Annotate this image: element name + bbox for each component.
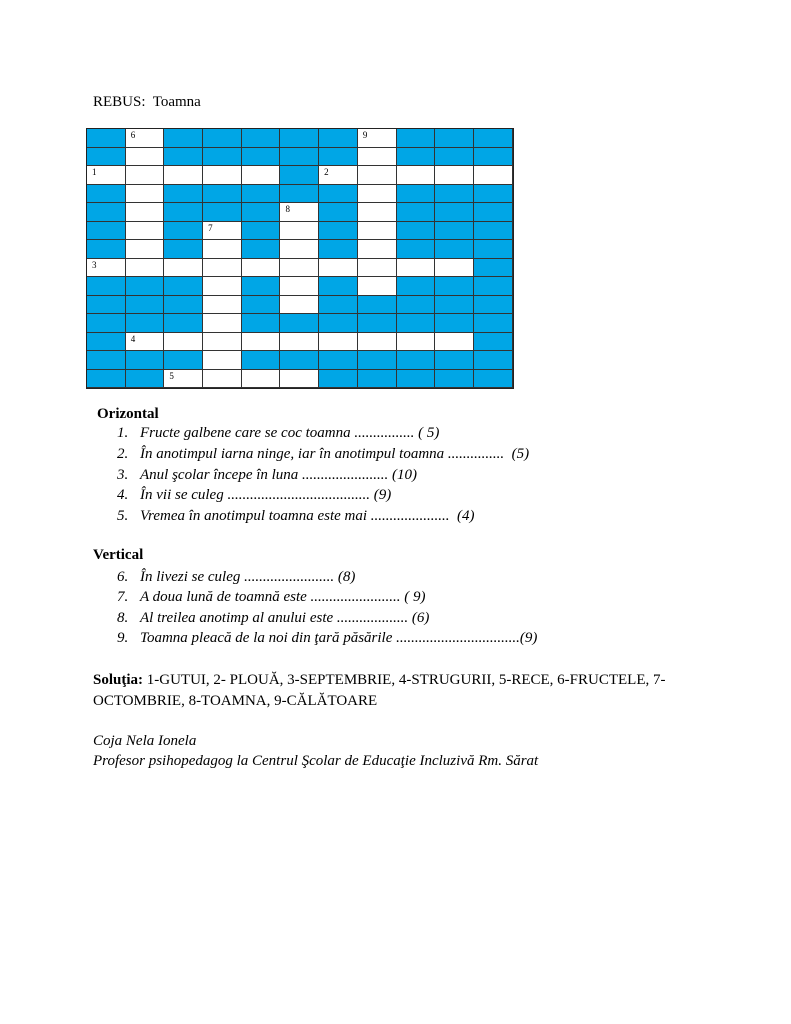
grid-block-cell xyxy=(126,351,165,370)
grid-letter-cell[interactable] xyxy=(397,259,436,278)
grid-letter-cell[interactable] xyxy=(203,333,242,352)
grid-block-cell xyxy=(242,351,281,370)
grid-letter-cell[interactable] xyxy=(358,259,397,278)
clue-number: 4 xyxy=(130,333,136,344)
grid-letter-cell[interactable] xyxy=(126,333,165,352)
grid-block-cell xyxy=(164,240,203,259)
grid-block-cell xyxy=(87,370,126,389)
grid-letter-cell[interactable] xyxy=(397,166,436,185)
grid-block-cell xyxy=(358,296,397,315)
grid-letter-cell[interactable] xyxy=(126,259,165,278)
grid-block-cell xyxy=(319,222,358,241)
clue-number: 1 xyxy=(92,167,97,177)
grid-block-cell xyxy=(280,129,319,148)
grid-block-cell xyxy=(319,203,358,222)
grid-block-cell xyxy=(87,296,126,315)
grid-letter-cell[interactable] xyxy=(242,166,281,185)
grid-block-cell xyxy=(435,185,474,204)
grid-block-cell xyxy=(164,148,203,167)
clue-vertical-6: 6. În livezi se culeg ........................ (8) xyxy=(117,569,356,585)
grid-letter-cell[interactable] xyxy=(126,222,165,241)
grid-block-cell xyxy=(319,296,358,315)
grid-letter-cell[interactable] xyxy=(280,370,319,389)
grid-letter-cell[interactable] xyxy=(358,148,397,167)
grid-block-cell xyxy=(474,148,513,167)
grid-letter-cell[interactable] xyxy=(319,259,358,278)
grid-letter-cell[interactable] xyxy=(358,333,397,352)
grid-block-cell xyxy=(203,185,242,204)
grid-letter-cell[interactable] xyxy=(164,333,203,352)
grid-block-cell xyxy=(474,296,513,315)
grid-letter-cell[interactable] xyxy=(203,370,242,389)
grid-block-cell xyxy=(242,277,281,296)
grid-letter-cell[interactable] xyxy=(203,351,242,370)
grid-block-cell xyxy=(242,148,281,167)
grid-letter-cell[interactable] xyxy=(126,185,165,204)
grid-letter-cell[interactable] xyxy=(474,166,513,185)
grid-letter-cell[interactable] xyxy=(435,333,474,352)
grid-block-cell xyxy=(203,129,242,148)
grid-letter-cell[interactable] xyxy=(203,222,242,241)
author-name: Coja Nela Ionela xyxy=(93,733,197,749)
grid-letter-cell[interactable] xyxy=(319,166,358,185)
grid-block-cell xyxy=(87,129,126,148)
grid-block-cell xyxy=(164,351,203,370)
grid-block-cell xyxy=(397,240,436,259)
grid-block-cell xyxy=(397,351,436,370)
grid-block-cell xyxy=(87,148,126,167)
grid-letter-cell[interactable] xyxy=(358,185,397,204)
grid-block-cell xyxy=(435,129,474,148)
grid-block-cell xyxy=(397,148,436,167)
grid-block-cell xyxy=(203,148,242,167)
clue-number: 2 xyxy=(324,167,329,177)
grid-block-cell xyxy=(87,333,126,352)
grid-block-cell xyxy=(358,351,397,370)
grid-letter-cell[interactable] xyxy=(358,222,397,241)
grid-block-cell xyxy=(280,148,319,167)
grid-block-cell xyxy=(397,222,436,241)
grid-block-cell xyxy=(319,185,358,204)
grid-letter-cell[interactable] xyxy=(358,203,397,222)
clue-orizontal-5: 5. Vremea în anotimpul toamna este mai ..................... (4) xyxy=(117,508,475,524)
grid-block-cell xyxy=(397,296,436,315)
grid-block-cell xyxy=(397,185,436,204)
grid-block-cell xyxy=(280,166,319,185)
grid-block-cell xyxy=(242,240,281,259)
grid-letter-cell[interactable] xyxy=(435,166,474,185)
grid-block-cell xyxy=(87,240,126,259)
grid-letter-cell[interactable] xyxy=(280,296,319,315)
grid-block-cell xyxy=(126,296,165,315)
solution-label: Soluţia: xyxy=(93,672,144,688)
grid-block-cell xyxy=(435,222,474,241)
grid-block-cell xyxy=(164,222,203,241)
grid-letter-cell[interactable] xyxy=(280,277,319,296)
grid-block-cell xyxy=(474,203,513,222)
grid-letter-cell[interactable] xyxy=(242,370,281,389)
grid-letter-cell[interactable] xyxy=(435,259,474,278)
grid-block-cell xyxy=(397,370,436,389)
grid-block-cell xyxy=(242,314,281,333)
grid-block-cell xyxy=(126,370,165,389)
grid-block-cell xyxy=(319,370,358,389)
grid-letter-cell[interactable] xyxy=(242,259,281,278)
grid-block-cell xyxy=(397,203,436,222)
grid-letter-cell[interactable] xyxy=(242,333,281,352)
page-title: REBUS: Toamna xyxy=(93,94,201,110)
clue-orizontal-3: 3. Anul şcolar începe în luna ....................... (10) xyxy=(117,467,418,483)
grid-letter-cell[interactable] xyxy=(87,166,126,185)
grid-block-cell xyxy=(280,351,319,370)
clue-orizontal-2: 2. În anotimpul iarna ninge, iar în anotimpul toamna ............... (5) xyxy=(117,446,530,462)
grid-block-cell xyxy=(126,314,165,333)
grid-block-cell xyxy=(280,185,319,204)
grid-block-cell xyxy=(164,185,203,204)
grid-letter-cell[interactable] xyxy=(164,166,203,185)
grid-block-cell xyxy=(319,129,358,148)
grid-block-cell xyxy=(397,129,436,148)
clue-vertical-7: 7. A doua lună de toamnă este ........................ ( 9) xyxy=(117,589,426,605)
grid-block-cell xyxy=(164,203,203,222)
grid-letter-cell[interactable] xyxy=(280,222,319,241)
grid-block-cell xyxy=(87,185,126,204)
grid-block-cell xyxy=(435,148,474,167)
grid-block-cell xyxy=(87,203,126,222)
grid-block-cell xyxy=(319,351,358,370)
clue-number: 6 xyxy=(130,130,136,140)
grid-block-cell xyxy=(319,240,358,259)
grid-block-cell xyxy=(242,185,281,204)
grid-letter-cell[interactable] xyxy=(126,166,165,185)
grid-letter-cell[interactable] xyxy=(203,259,242,278)
grid-block-cell xyxy=(474,240,513,259)
grid-letter-cell[interactable] xyxy=(126,240,165,259)
grid-block-cell xyxy=(87,351,126,370)
grid-block-cell xyxy=(474,370,513,389)
clue-number: 3 xyxy=(92,259,97,270)
grid-block-cell xyxy=(474,222,513,241)
grid-block-cell xyxy=(319,148,358,167)
grid-letter-cell[interactable] xyxy=(397,333,436,352)
grid-block-cell xyxy=(358,314,397,333)
vertical-heading: Vertical xyxy=(93,547,144,563)
grid-block-cell xyxy=(280,314,319,333)
grid-letter-cell[interactable] xyxy=(203,296,242,315)
grid-block-cell xyxy=(397,277,436,296)
grid-letter-cell[interactable] xyxy=(203,240,242,259)
grid-block-cell xyxy=(474,277,513,296)
grid-block-cell xyxy=(474,259,513,278)
grid-letter-cell[interactable] xyxy=(358,277,397,296)
grid-letter-cell[interactable] xyxy=(126,148,165,167)
grid-block-cell xyxy=(164,296,203,315)
crossword-grid xyxy=(86,128,514,389)
author-role: Profesor psihopedagog la Centrul Şcolar de Educaţie Incluzivă Rm. Sărat xyxy=(93,753,539,769)
grid-block-cell xyxy=(87,277,126,296)
grid-block-cell xyxy=(474,129,513,148)
grid-block-cell xyxy=(242,203,281,222)
grid-letter-cell[interactable] xyxy=(280,240,319,259)
grid-block-cell xyxy=(435,370,474,389)
grid-letter-cell[interactable] xyxy=(126,129,165,148)
grid-letter-cell[interactable] xyxy=(87,259,126,278)
grid-block-cell xyxy=(319,277,358,296)
grid-block-cell xyxy=(242,222,281,241)
grid-block-cell xyxy=(435,203,474,222)
grid-block-cell xyxy=(126,277,165,296)
grid-letter-cell[interactable] xyxy=(164,370,203,389)
grid-block-cell xyxy=(203,203,242,222)
grid-block-cell xyxy=(474,333,513,352)
grid-letter-cell[interactable] xyxy=(203,314,242,333)
grid-block-cell xyxy=(474,314,513,333)
orizontal-heading: Orizontal xyxy=(97,406,159,422)
grid-block-cell xyxy=(435,240,474,259)
grid-block-cell xyxy=(435,351,474,370)
solution xyxy=(93,670,733,712)
grid-letter-cell[interactable] xyxy=(203,277,242,296)
grid-letter-cell[interactable] xyxy=(126,203,165,222)
grid-block-cell xyxy=(435,277,474,296)
grid-block-cell xyxy=(87,314,126,333)
clue-number: 9 xyxy=(362,130,368,140)
grid-block-cell xyxy=(397,314,436,333)
grid-block-cell xyxy=(242,129,281,148)
grid-block-cell xyxy=(435,314,474,333)
clue-number: 7 xyxy=(208,222,213,233)
clue-number: 5 xyxy=(169,370,174,381)
grid-block-cell xyxy=(358,370,397,389)
grid-block-cell xyxy=(164,314,203,333)
clue-orizontal-4: 4. În vii se culeg ...................................... (9) xyxy=(117,487,392,503)
grid-letter-cell[interactable] xyxy=(280,203,319,222)
clue-orizontal-1: 1. Fructe galbene care se coc toamna ................ ( 5) xyxy=(117,425,440,441)
grid-block-cell xyxy=(474,351,513,370)
grid-letter-cell[interactable] xyxy=(203,166,242,185)
grid-block-cell xyxy=(474,185,513,204)
grid-block-cell xyxy=(87,222,126,241)
grid-block-cell xyxy=(242,296,281,315)
grid-block-cell xyxy=(435,296,474,315)
grid-block-cell xyxy=(164,129,203,148)
grid-letter-cell[interactable] xyxy=(164,259,203,278)
clue-number: 8 xyxy=(285,204,290,214)
grid-letter-cell[interactable] xyxy=(358,240,397,259)
grid-block-cell xyxy=(319,314,358,333)
clue-vertical-9: 9. Toamna pleacă de la noi din ţară păsările .................................(9) xyxy=(117,630,538,646)
grid-letter-cell[interactable] xyxy=(280,333,319,352)
grid-letter-cell[interactable] xyxy=(358,166,397,185)
grid-block-cell xyxy=(164,277,203,296)
grid-letter-cell[interactable] xyxy=(358,129,397,148)
grid-letter-cell[interactable] xyxy=(319,333,358,352)
grid-letter-cell[interactable] xyxy=(280,259,319,278)
solution-text: 1-GUTUI, 2- PLOUĂ, 3-SEPTEMBRIE, 4-STRUGURII, 5-RECE, 6-FRUCTELE, 7-OCTOMBRIE, 8-TOAMNA, 9-CĂLĂTOARE xyxy=(93,672,666,709)
clue-vertical-8: 8. Al treilea anotimp al anului este ................... (6) xyxy=(117,610,430,626)
